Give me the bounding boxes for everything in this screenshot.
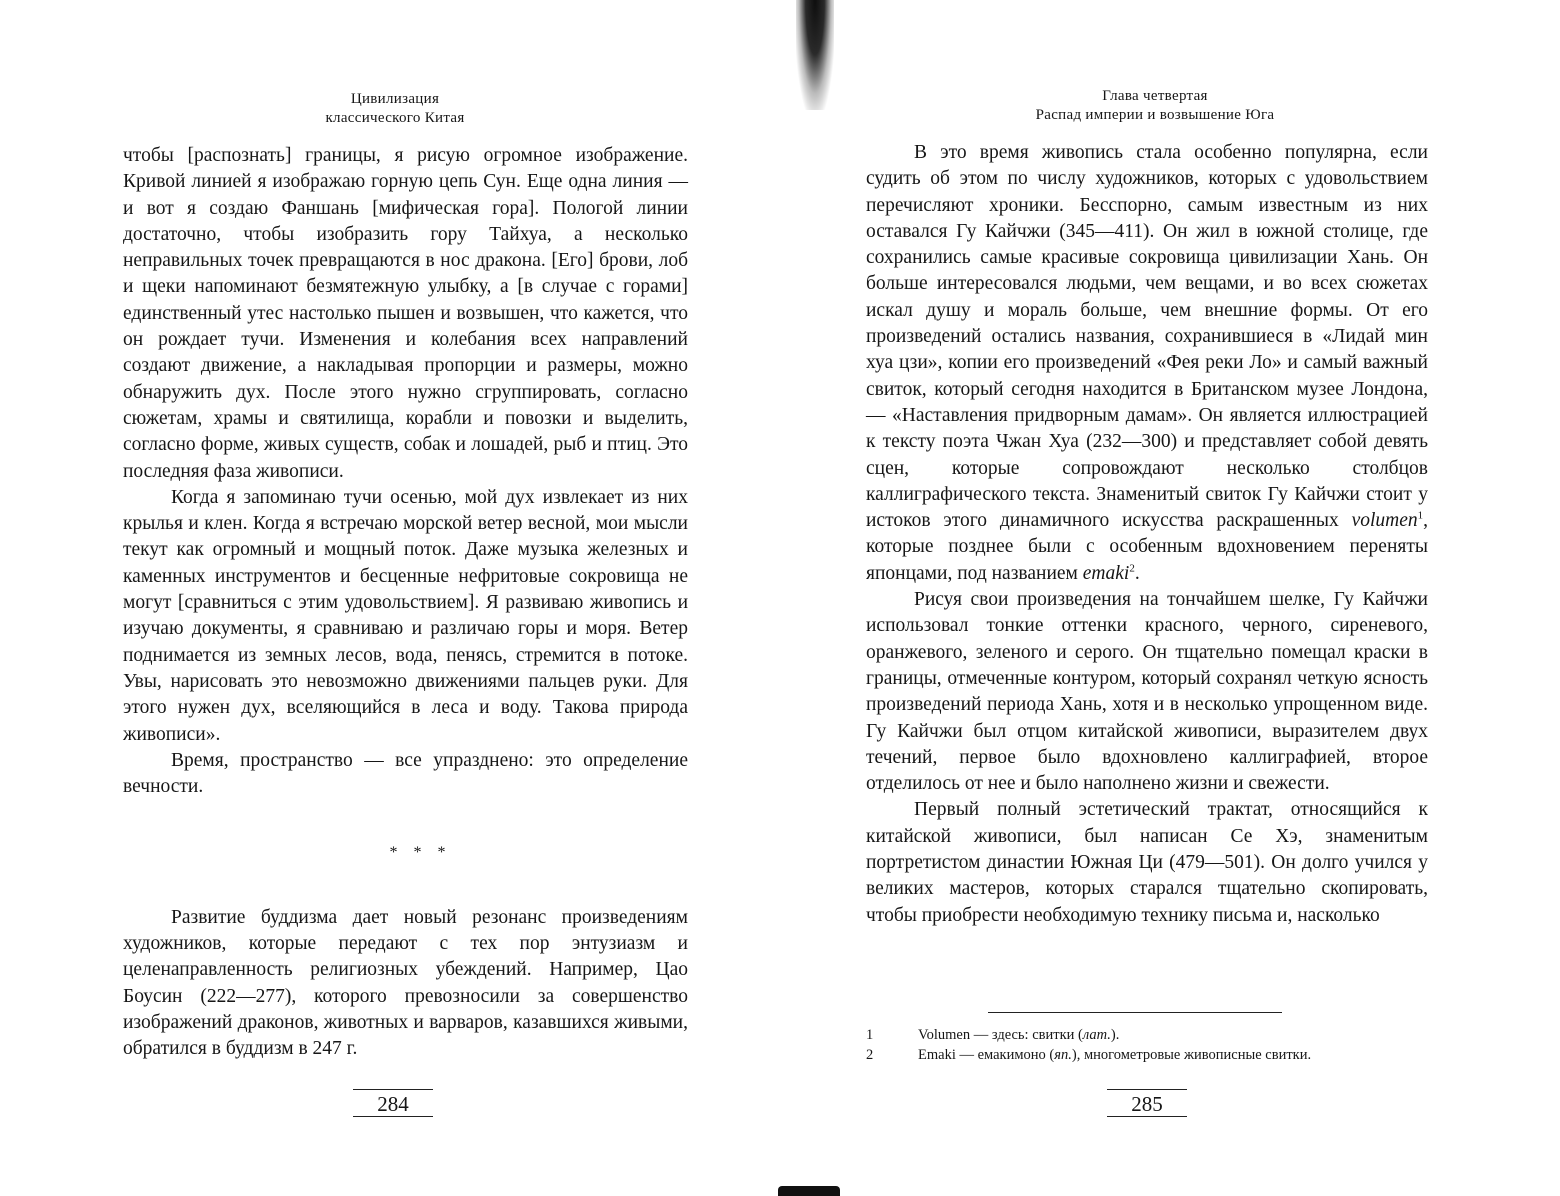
right-page	[780, 0, 1560, 1196]
right-running-head	[970, 87, 1340, 125]
footnote	[866, 1045, 1466, 1065]
paragraph-text: , которые позднее были с особенным вдохновением переняты японцами, под названием	[866, 510, 1428, 584]
footnotes	[866, 1025, 1466, 1065]
footnote-ref: 2	[1129, 562, 1135, 575]
page-number: 284	[353, 1089, 433, 1117]
footnote-divider	[988, 1012, 1282, 1013]
section-separator: * * *	[389, 844, 452, 862]
paragraph: Развитие буддизма дает новый резонанс произведениям художников, которые передают с тех пор энтузиазм и целенаправленность религиозных убеждений. Например, Цао Боусин (222—277), которого превозносили за совершенство изображений драконов, животных и варваров, казавшихся живыми, обратился в буддизм в 247 г.	[123, 906, 688, 1060]
footnote-body: — здесь: свитки (	[970, 1027, 1083, 1043]
paragraph: Когда я запоминаю тучи осенью, мой дух извлекает из них крылья и клен. Когда я встречаю морской ветер весной, мои мысли текут как огромный и мощный поток. Даже музыка железных и каменных инструментов и бесценные нефритовые сокровища не могут [сравниться с этим удовольствием]. Я развиваю живопись и изучаю документы, я сравниваю и различаю горы и моря. Ветер поднимается из земных лесов, вода, пенясь, стремится в потоке. Увы, нарисовать это невозможно движениями пальцев руки. Для этого нужен дух, вселяющийся в леса и воду. Такова природа живописи».	[123, 486, 688, 745]
paragraph: Первый полный эстетический трактат, относящийся к китайской живописи, был написан Се Хэ, знаменитым портретистом династии Южная Ци (479—501). Он долго учился у великих мастеров, которых старался тщательно скопировать, чтобы приобрести необходимую технику письма и, насколько	[866, 799, 1428, 926]
running-head-line-1: Цивилизация	[350, 91, 440, 107]
left-body-text	[123, 143, 688, 1063]
footnote-number: 1	[866, 1027, 874, 1043]
running-head-line-1: Глава четвертая	[1102, 88, 1208, 104]
italic-term: emaki	[1082, 562, 1130, 584]
paragraph	[866, 140, 1428, 587]
paragraph-text: .	[1134, 562, 1140, 584]
paragraph-text: В это время живопись стала особенно популярна, если судить об этом по числу художников, которых с удовольствием перечисляют хроники. Бесспорно, самым известным из них оставался Гу Кайчжи (345—411). Он жил в южной столице, где сохранились самые красивые сокровища цивилизации Хань. Он больше интересовался людьми, чем вещами, и во всех сюжетах искал душу и мораль больше, чем внешние формы. От его произведений остались названия, сохранившиеся в «Лидай мин хуа цзи», копии его произведений «Фея реки Ло» и самый важный свиток, который сегодня находится в Британском музее Лондона, — «Наставления придворным дамам». Он является иллюстрацией к тексту поэта Чжан Хуа (232—300) и представляет собой девять сцен, которые сопровождают несколько столбцов каллиграфического текста. Знаменитый свиток Гу Кайчжи стоит у истоков этого динамичного искусства раскрашенных	[866, 142, 1428, 532]
left-running-head	[240, 90, 550, 128]
footnote-ref: 1	[1417, 509, 1424, 522]
running-head-line-2: классического Китая	[325, 110, 465, 126]
footnote-body: ), многометровые живописные свитки.	[1071, 1047, 1312, 1063]
paragraph: Время, пространство — все упразднено: это определение вечности.	[123, 749, 688, 798]
footnote-number: 2	[866, 1047, 874, 1063]
running-head-line-2: Распад империи и возвышение Юга	[1035, 107, 1275, 123]
paragraph: Рисуя свои произведения на тончайшем шелке, Гу Кайчжи использовал тонкие оттенки красного, черного, сиреневого, оранжевого, зеленого и серого. Он тщательно помещал краски в границы, отмеченные контуром, который сохранял четкую ясность произведений периода Хань, хотя и в несколько упрощенном виде. Гу Кайчжи был отцом китайской живописи, выразителем двух течений, первое было вдохновлено каллиграфией, второе отделилось от нее и было наполнено жизни и свежести.	[866, 589, 1428, 795]
footnote-term: Volumen	[918, 1027, 971, 1043]
footnote-lang: яп.	[1054, 1047, 1072, 1063]
footnote	[866, 1025, 1466, 1045]
right-body-text	[866, 140, 1428, 929]
footnote-body: ).	[1110, 1027, 1120, 1043]
italic-term: volumen	[1351, 510, 1418, 532]
footnote-term: Emaki	[918, 1047, 956, 1063]
footnote-text	[918, 1045, 1311, 1065]
footnote-text	[918, 1025, 1119, 1045]
footnote-body: — емакимоно (	[955, 1047, 1055, 1063]
paragraph: чтобы [распознать] границы, я рисую огромное изображение. Кривой линией я изображаю горную цепь Сун. Еще одна линия — и вот я создаю Фаншань [мифическая гора]. Пологой линии достаточно, чтобы изобразить гору Тайхуа, а несколько неправильных точек превращаются в нос дракона. [Его] брови, лоб и щеки напоминают безмятежную улыбку, а [в случае с горами] единственный утес настолько пышен и возвышен, что кажется, что он рождает тучи. Изменения и колебания всех направлений создают движение, а накладывая пропорции и размеры, можно обнаружить дух. После этого нужно сгруппировать, согласно сюжетам, храмы и святилища, корабли и повозки и выделить, согласно форме, живых существ, собак и лошадей, рыб и птиц. Это последняя фаза живописи.	[123, 145, 688, 482]
page-number: 285	[1107, 1089, 1187, 1117]
footnote-lang: лат.	[1082, 1027, 1111, 1043]
